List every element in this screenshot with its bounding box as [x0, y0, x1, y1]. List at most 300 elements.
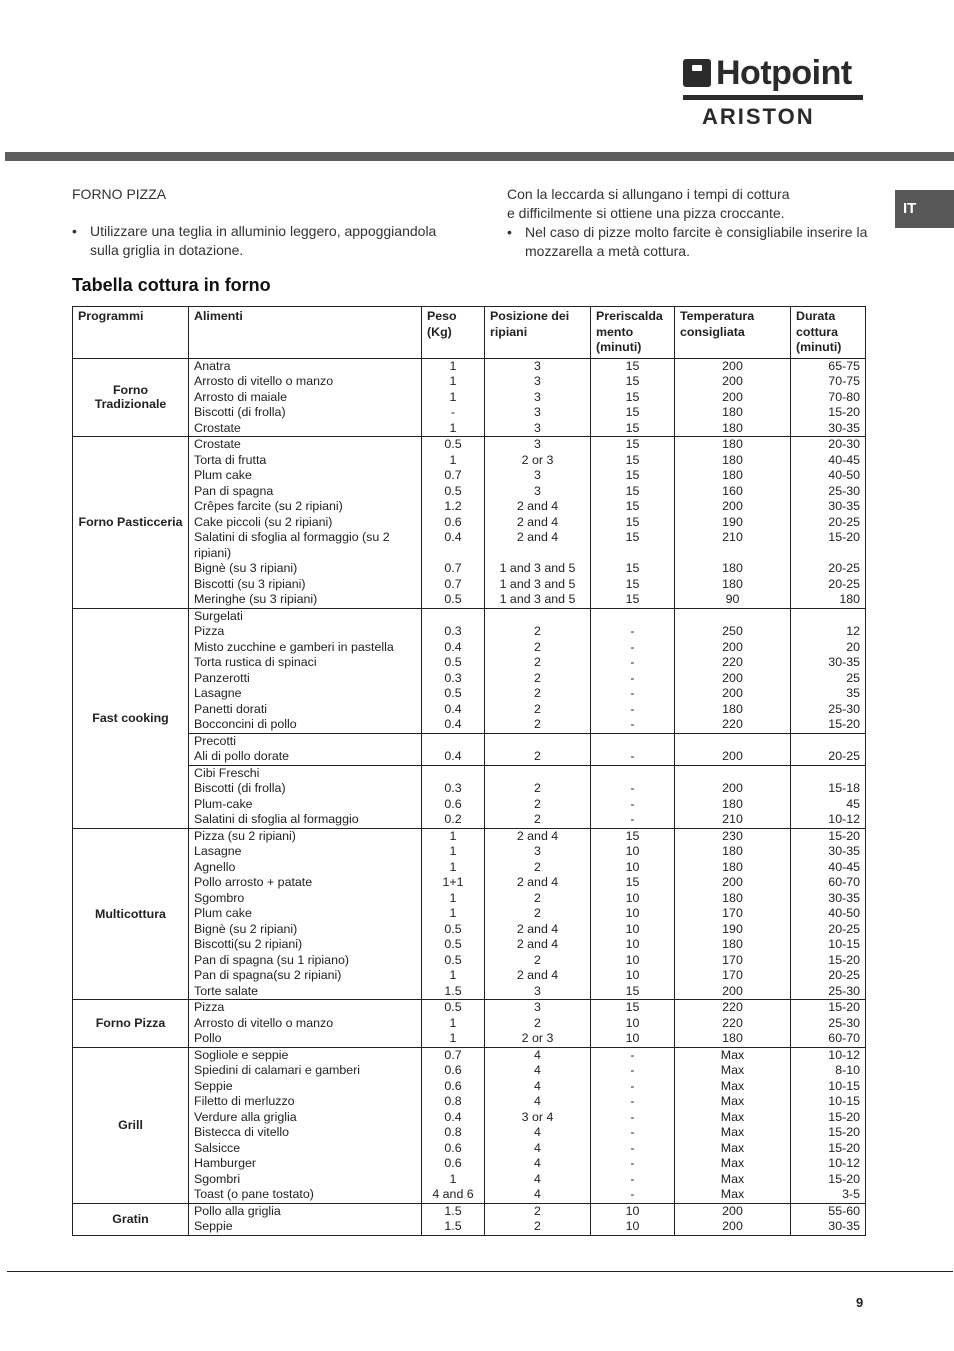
- cell-value: Arrosto di maiale: [194, 389, 287, 404]
- cell-value: 2: [534, 749, 541, 763]
- peso-cell: [422, 733, 485, 765]
- cell-value: Meringhe (su 3 ripiani): [194, 592, 318, 606]
- cell-value: 30-35: [828, 420, 860, 435]
- program-name: Multicottura: [95, 906, 166, 921]
- cell-value: 3: [534, 468, 541, 482]
- cell-value: 1+1: [442, 875, 464, 889]
- cell-value: 0.2: [444, 812, 462, 826]
- cell-value: 1: [449, 389, 457, 404]
- cell-value: 210: [722, 530, 743, 544]
- durata-cell: [791, 733, 866, 765]
- cell-value: 15-20: [828, 1109, 860, 1124]
- cell-value: 10: [625, 1219, 640, 1233]
- header-temperatura: Temperatura consigliata: [675, 307, 791, 359]
- food-cell: [189, 1000, 422, 1048]
- cell-value: Torta di frutta: [194, 452, 267, 467]
- cell-value: 1.5: [444, 1203, 462, 1218]
- cell-value: Crostate: [194, 437, 241, 451]
- posizione-cell: [485, 733, 591, 765]
- cell-value: 1.2: [444, 499, 462, 513]
- cell-value: 0.7: [444, 561, 462, 575]
- cell-value: 4 and 6: [432, 1187, 474, 1201]
- cell-value: 40-45: [828, 452, 860, 467]
- cell-value: 1: [449, 859, 457, 874]
- preriscaldamento-cell: [591, 358, 675, 437]
- cell-value: 15-20: [828, 1000, 860, 1014]
- cell-value: 0.5: [444, 952, 462, 967]
- cell-value: 15: [625, 468, 640, 482]
- cell-value: 0.6: [444, 1140, 462, 1155]
- cell-value: 0.5: [444, 592, 462, 606]
- cell-value: 0.8: [444, 1094, 462, 1108]
- brand-mark-icon: [683, 59, 711, 87]
- cell-value: 0.3: [444, 624, 462, 638]
- temperatura-cell: [675, 358, 791, 437]
- cell-value: 2: [534, 670, 541, 685]
- cell-value: Pollo arrosto + patate: [194, 875, 313, 889]
- cell-value: -: [630, 1171, 635, 1186]
- block-heading: [427, 609, 479, 625]
- cell-value: 15: [625, 389, 640, 404]
- cell-value: Pan di spagna: [194, 483, 274, 498]
- cell-value: Max: [720, 1187, 745, 1201]
- cell-value: 0.6: [444, 1156, 462, 1170]
- cell-value: 4: [534, 1047, 541, 1062]
- cell-value: 20-25: [828, 921, 860, 936]
- cell-value: 2 and 4: [516, 828, 559, 843]
- program-name: Forno Tradizionale: [94, 383, 167, 412]
- cell-value: 25-30: [828, 483, 860, 498]
- food-cell: [189, 828, 422, 1000]
- cell-value: -: [630, 1109, 635, 1124]
- cell-value: 170: [722, 968, 743, 982]
- cell-value: 0.4: [444, 530, 462, 544]
- cell-value: 180: [722, 937, 743, 951]
- durata-cell: [791, 765, 866, 828]
- cell-value: 0.5: [444, 1000, 462, 1014]
- block-heading: [596, 766, 669, 782]
- temperatura-cell: [675, 1203, 791, 1235]
- block-heading: [680, 734, 785, 750]
- durata-cell: [791, 437, 866, 609]
- block-heading: [596, 609, 669, 625]
- block-heading: [490, 734, 585, 750]
- cell-value: Pan di spagna (su 1 ripiano): [194, 952, 349, 967]
- cell-value: 2: [534, 796, 541, 811]
- cell-value: 3: [534, 983, 541, 998]
- cell-value: Hamburger: [194, 1156, 256, 1170]
- cell-value: 180: [722, 405, 743, 419]
- cell-value: 210: [722, 812, 743, 826]
- cell-value: 15: [625, 592, 640, 606]
- header-alimenti: Alimenti: [189, 307, 422, 359]
- cell-value: 170: [722, 952, 743, 967]
- cell-value: 0.3: [444, 781, 462, 795]
- cell-value: Max: [720, 1047, 745, 1062]
- cell-value: 1: [449, 374, 457, 388]
- cell-value: 1 and 3 and 5: [499, 561, 576, 575]
- cell-value: Seppie: [194, 1219, 233, 1233]
- header-programmi: Programmi: [73, 307, 189, 359]
- temperatura-cell: [675, 608, 791, 733]
- cell-value: -: [630, 624, 635, 638]
- peso-cell: [422, 608, 485, 733]
- cell-value: 180: [722, 844, 743, 858]
- program-cell: [73, 1203, 189, 1235]
- preriscaldamento-cell: [591, 608, 675, 733]
- peso-cell: [422, 437, 485, 609]
- cell-value: 10: [625, 921, 640, 936]
- cell-value: 2 and 4: [516, 514, 559, 529]
- cell-value: 0.6: [444, 514, 462, 529]
- cell-value: 0.6: [444, 1078, 462, 1093]
- cell-value: 2: [534, 1203, 541, 1218]
- cell-value: 4: [534, 1156, 541, 1170]
- cell-value: Filetto di merluzzo: [194, 1094, 295, 1108]
- temperatura-cell: [675, 765, 791, 828]
- cell-value: 0.5: [444, 655, 462, 669]
- cell-value: Max: [720, 1171, 745, 1186]
- brand-sub: ARISTON: [702, 104, 815, 129]
- cell-value: 1: [449, 828, 457, 843]
- cell-value: 2: [534, 906, 541, 920]
- cell-value: 15: [625, 420, 640, 435]
- cell-value: 4: [534, 1187, 541, 1201]
- cell-value: Seppie: [194, 1078, 233, 1093]
- cell-value: Biscotti (su 3 ripiani): [194, 576, 306, 591]
- cell-value: 3: [534, 483, 541, 498]
- peso-cell: [422, 828, 485, 1000]
- cell-value: 2: [534, 686, 541, 700]
- cell-value: 2 or 3: [521, 1031, 554, 1045]
- durata-cell: [791, 1047, 866, 1203]
- cell-value: 0.4: [444, 701, 462, 716]
- program-cell: [73, 358, 189, 437]
- preriscaldamento-cell: [591, 765, 675, 828]
- cell-value: 25-30: [828, 1015, 860, 1030]
- intro-list-right: [507, 223, 877, 261]
- cell-value: 2 and 4: [516, 499, 559, 513]
- preriscaldamento-cell: [591, 1047, 675, 1203]
- cell-value: Toast (o pane tostato): [194, 1187, 314, 1201]
- cell-value: 10-15: [828, 1078, 860, 1093]
- intro-left: [72, 185, 452, 260]
- intro-right: [507, 185, 877, 261]
- cell-value: 180: [722, 561, 743, 575]
- cell-value: 180: [722, 859, 743, 874]
- cell-value: -: [630, 1094, 635, 1108]
- cell-value: 55-60: [828, 1203, 860, 1218]
- cell-value: 200: [722, 781, 743, 795]
- cell-value: Max: [720, 1109, 745, 1124]
- table-title: Tabella cottura in forno: [72, 275, 271, 295]
- table-row: [73, 733, 866, 765]
- cell-value: 0.4: [444, 639, 462, 654]
- continued-text: e difficilmente si ottiene una pizza croccante.: [507, 205, 785, 221]
- cell-value: Pizza (su 2 ripiani): [194, 828, 296, 843]
- cell-value: 25-30: [828, 701, 860, 716]
- cell-value: 20-25: [828, 561, 860, 575]
- cell-value: 40-50: [828, 906, 860, 920]
- cell-value: 3-5: [842, 1187, 860, 1201]
- program-cell: [73, 828, 189, 1000]
- block-heading: [490, 609, 585, 625]
- cell-value: 220: [722, 1000, 743, 1014]
- cell-value: 10: [625, 937, 640, 951]
- cell-value: Crostate: [194, 420, 241, 435]
- durata-cell: [791, 358, 866, 437]
- cell-value: 15: [625, 374, 640, 388]
- food-cell: [189, 437, 422, 609]
- temperatura-cell: [675, 828, 791, 1000]
- cell-value: 10-12: [828, 812, 860, 826]
- cell-value: 15: [625, 576, 640, 591]
- table-header-row: [73, 307, 866, 359]
- table-row: [73, 1203, 866, 1235]
- cell-value: Max: [720, 1078, 745, 1093]
- cell-value: Sgombro: [194, 890, 245, 905]
- cell-value: Bignè (su 2 ripiani): [194, 921, 298, 936]
- cell-value: 200: [722, 389, 743, 404]
- cell-value: 15-20: [828, 717, 860, 731]
- cell-value: -: [450, 405, 456, 419]
- cell-value: 2: [534, 701, 541, 716]
- cell-value: 1 and 3 and 5: [499, 592, 576, 606]
- cell-value: 3: [534, 437, 541, 451]
- food-cell: [189, 765, 422, 828]
- cell-value: -: [630, 796, 635, 811]
- cell-value: 15: [625, 405, 640, 419]
- cell-value: 1: [449, 1015, 457, 1030]
- cell-value: 15: [625, 983, 640, 998]
- cell-value: 12: [846, 624, 860, 638]
- page-number: 9: [856, 1295, 864, 1310]
- cell-value: 180: [722, 437, 743, 451]
- cell-value: Plum cake: [194, 906, 252, 920]
- cell-value: Biscotti (di frolla): [194, 405, 286, 419]
- block-heading: [796, 609, 860, 625]
- posizione-cell: [485, 828, 591, 1000]
- food-cell: [189, 608, 422, 733]
- cell-value: 200: [722, 358, 743, 373]
- cell-value: 65-75: [828, 358, 860, 373]
- cell-value: 15: [625, 483, 640, 498]
- cell-value: Bistecca di vitello: [194, 1125, 290, 1139]
- cell-value: 10: [625, 952, 640, 967]
- cell-value: 30-35: [828, 1219, 860, 1233]
- cell-value: 30-35: [828, 890, 860, 905]
- cell-value: Max: [720, 1063, 745, 1077]
- cell-value: Bocconcini di pollo: [194, 717, 297, 731]
- cell-value: Lasagne: [194, 686, 242, 700]
- cell-value: Biscotti(su 2 ripiani): [194, 937, 303, 951]
- cell-value: 60-70: [828, 1031, 860, 1045]
- cell-value: 4: [534, 1140, 541, 1155]
- durata-cell: [791, 828, 866, 1000]
- cell-value: 4: [534, 1125, 541, 1139]
- cell-value: 15-20: [828, 530, 860, 544]
- cell-value: 60-70: [828, 875, 860, 889]
- cell-value: 20-25: [828, 749, 860, 763]
- food-cell: [189, 1203, 422, 1235]
- preriscaldamento-cell: [591, 828, 675, 1000]
- cell-value: 250: [722, 624, 743, 638]
- cell-value: 90: [725, 592, 740, 606]
- cell-value: 1: [449, 358, 457, 373]
- cell-value: 2 or 3: [521, 452, 554, 467]
- posizione-cell: [485, 1000, 591, 1048]
- cell-value: 3: [534, 420, 541, 435]
- header-durata: Durata cottura (minuti): [791, 307, 866, 359]
- cell-value: 0.7: [444, 576, 462, 591]
- cell-value: 2 and 4: [516, 530, 559, 544]
- cell-value: Pollo: [194, 1031, 222, 1045]
- cell-value: Pan di spagna(su 2 ripiani): [194, 968, 342, 982]
- cell-value: 180: [722, 890, 743, 905]
- cell-value: Plum-cake: [194, 796, 253, 811]
- cell-value: Torta rustica di spinaci: [194, 655, 317, 669]
- cell-value: Cake piccoli (su 2 ripiani): [194, 514, 333, 529]
- footer-rule: [7, 1271, 953, 1272]
- cell-value: Pollo alla griglia: [194, 1203, 281, 1218]
- cell-value: 2 and 4: [516, 875, 559, 889]
- cell-value: 0.4: [444, 717, 462, 731]
- brand-name: Hotpoint: [716, 54, 852, 92]
- cell-value: Max: [720, 1156, 745, 1170]
- cell-value: -: [630, 1187, 635, 1201]
- temperatura-cell: [675, 733, 791, 765]
- cell-value: 230: [722, 828, 743, 843]
- table-row: [73, 437, 866, 609]
- cell-value: -: [630, 1156, 635, 1170]
- cell-value: 180: [722, 576, 743, 591]
- cell-value: 10-12: [828, 1047, 860, 1062]
- header-preriscaldamento: Preriscalda mento (minuti): [591, 307, 675, 359]
- cell-value: 1 and 3 and 5: [499, 576, 576, 591]
- cell-value: Max: [720, 1094, 745, 1108]
- cell-value: 15: [625, 530, 640, 544]
- cell-value: 2: [534, 952, 541, 967]
- cell-value: Torte salate: [194, 983, 259, 998]
- cell-value: 1: [449, 1031, 457, 1045]
- peso-cell: [422, 1047, 485, 1203]
- cell-value: 15-20: [828, 952, 860, 967]
- cell-value: Spiedini di calamari e gamberi: [194, 1063, 360, 1077]
- cell-value: -: [630, 1047, 635, 1062]
- cell-value: 180: [722, 796, 743, 811]
- cell-value: 3: [534, 389, 541, 404]
- cell-value: 220: [722, 717, 743, 731]
- cell-value: 15: [625, 875, 640, 889]
- table-row: [73, 765, 866, 828]
- cell-value: 15-18: [828, 781, 860, 795]
- cell-value: 15: [625, 499, 640, 513]
- posizione-cell: [485, 608, 591, 733]
- cell-value: Bignè (su 3 ripiani): [194, 561, 298, 575]
- cell-value: 10: [625, 906, 640, 920]
- cell-value: 2: [534, 781, 541, 795]
- program-name: Gratin: [112, 1212, 149, 1226]
- cell-value: 1.5: [444, 983, 462, 998]
- cell-value: 200: [722, 983, 743, 998]
- cell-value: -: [630, 749, 635, 763]
- table-row: [73, 358, 866, 437]
- cell-value: 1: [449, 968, 457, 982]
- cell-value: 20-25: [828, 514, 860, 529]
- list-item: • Utilizzare una teglia in alluminio leggero, appoggiandola sulla griglia in dotazione.: [72, 222, 452, 260]
- block-heading: [596, 734, 669, 750]
- cell-value: 20-30: [828, 437, 860, 451]
- cell-value: 2 and 4: [516, 937, 559, 951]
- cell-value: 200: [722, 1219, 743, 1233]
- block-heading: [680, 766, 785, 782]
- peso-cell: [422, 765, 485, 828]
- cell-value: 40-50: [828, 468, 860, 482]
- cell-value: 20-25: [828, 576, 860, 591]
- cell-value: 190: [722, 514, 743, 529]
- cell-value: 2: [534, 1219, 541, 1233]
- cell-value: 1: [449, 452, 457, 467]
- header-peso: Peso (Kg): [422, 307, 485, 359]
- cell-value: 10: [625, 859, 640, 874]
- peso-cell: [422, 358, 485, 437]
- cell-value: 10: [625, 890, 640, 905]
- cell-value: Panetti dorati: [194, 701, 268, 716]
- cell-value: 25: [846, 670, 860, 685]
- cell-value: Pizza: [194, 1000, 225, 1014]
- cell-value: 15: [625, 358, 640, 373]
- cell-value: Ali di pollo dorate: [194, 749, 290, 763]
- cell-value: 10: [625, 844, 640, 858]
- cell-value: 0.8: [444, 1125, 462, 1139]
- durata-cell: [791, 1203, 866, 1235]
- cell-value: 1: [449, 906, 457, 920]
- cell-value: 220: [722, 655, 743, 669]
- cell-value: 180: [839, 592, 860, 606]
- cell-value: -: [630, 717, 635, 731]
- cell-value: 10: [625, 1015, 640, 1030]
- table-row: [73, 1000, 866, 1048]
- cell-value: 3: [534, 405, 541, 419]
- cell-value: 8-10: [835, 1063, 860, 1077]
- cell-value: 2: [534, 1015, 541, 1030]
- cell-value: 0.7: [444, 468, 462, 482]
- cell-value: Salatini di sfoglia al formaggio (su 2 ripiani): [194, 530, 390, 560]
- cell-value: 180: [722, 452, 743, 467]
- cell-value: Max: [720, 1140, 745, 1155]
- cell-value: 0.5: [444, 437, 462, 451]
- food-cell: [189, 733, 422, 765]
- cell-value: 180: [722, 420, 743, 435]
- cell-value: 1: [449, 890, 457, 905]
- cell-value: 1.5: [444, 1219, 462, 1233]
- cell-value: 160: [722, 483, 743, 498]
- program-cell: [73, 608, 189, 828]
- cell-value: Anatra: [194, 358, 231, 373]
- cell-value: -: [630, 670, 635, 685]
- cell-value: 15: [625, 514, 640, 529]
- cell-value: 3: [534, 844, 541, 858]
- cell-value: 0.3: [444, 670, 462, 685]
- block-heading: Surgelati: [194, 608, 243, 623]
- cell-value: Arrosto di vitello o manzo: [194, 1015, 334, 1030]
- cell-value: Agnello: [194, 859, 236, 874]
- cell-value: 10-12: [828, 1156, 860, 1170]
- cell-value: Pizza: [194, 624, 225, 638]
- peso-cell: [422, 1000, 485, 1048]
- cell-value: 2: [534, 639, 541, 654]
- cell-value: 15: [625, 1000, 640, 1014]
